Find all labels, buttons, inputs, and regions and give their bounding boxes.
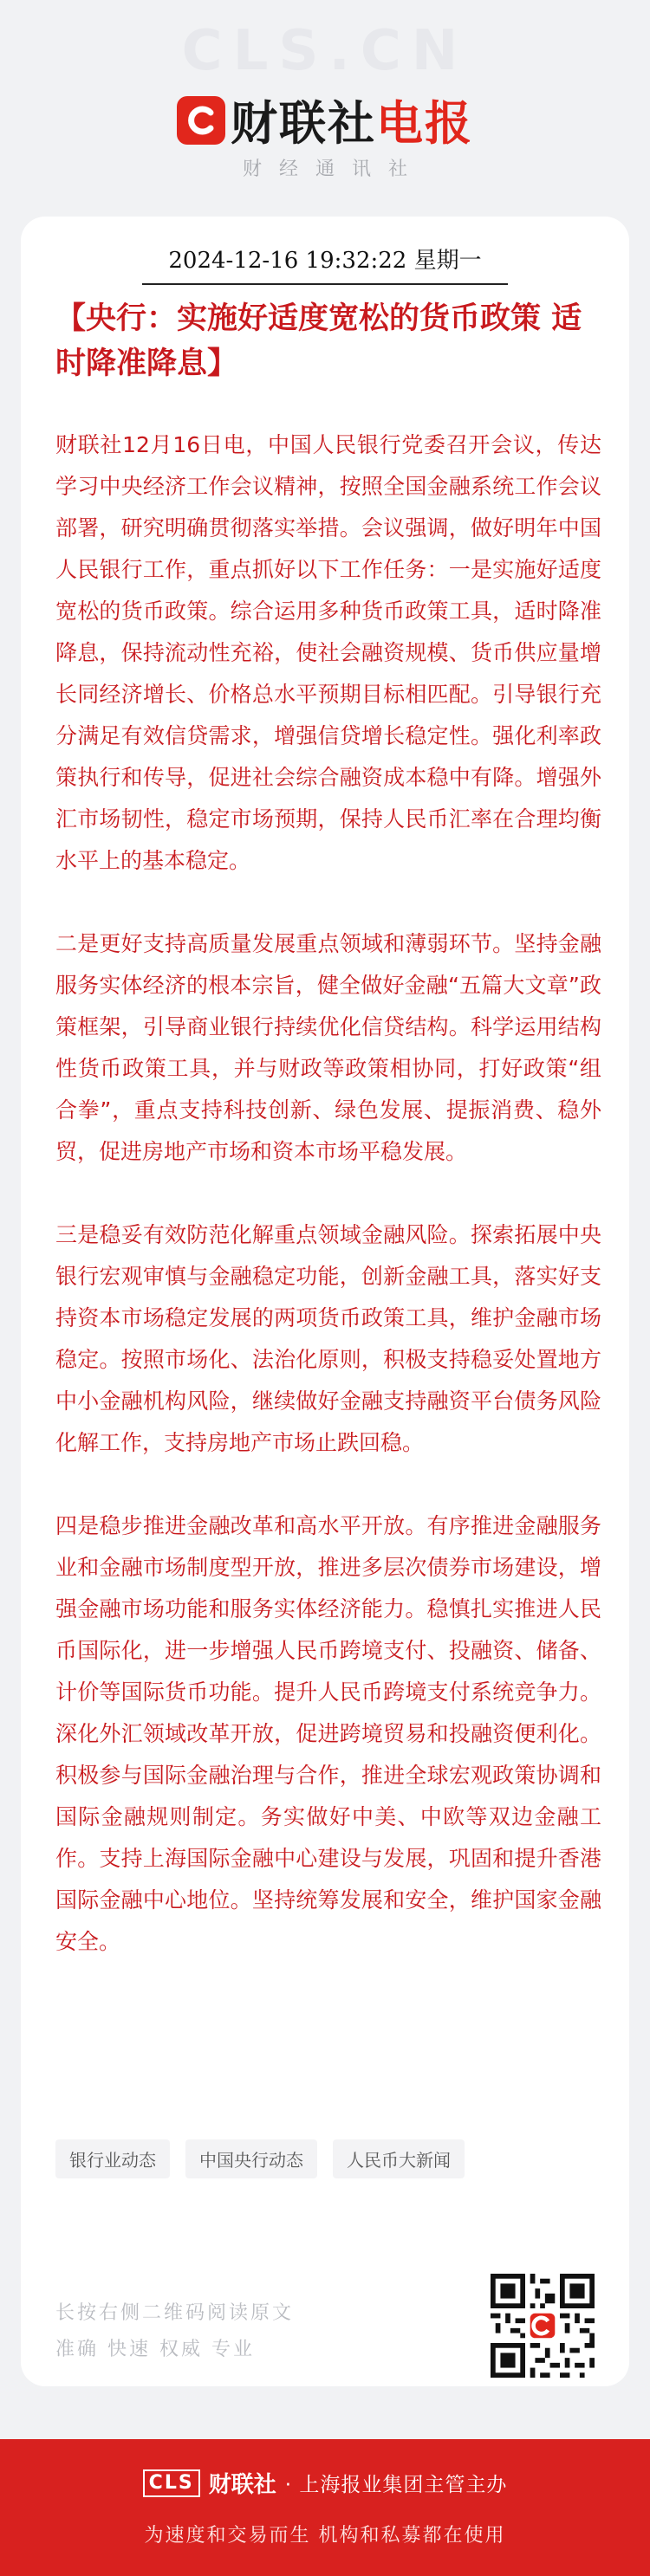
- article-paragraph: 财联社12月16日电，中国人民银行党委召开会议，传达学习中央经济工作会议精神，按照全国金融系统工作会议部署，研究明确贯彻落实举措。会议强调，做好明年中国人民银行工作，重点抓好以下工作任务：一是实施好适度宽松的货币政策。综合运用多种货币政策工具，适时降准降息，保持流动性充裕，使社会融资规模、货币供应量增长同经济增长、价格总水平预期目标相匹配。引导银行充分满足有效信贷需求，增强信贷增长稳定性。强化利率政策执行和传导，促进社会综合融资成本稳中有降。增强外汇市场韧性，稳定市场预期，保持人民币汇率在合理均衡水平上的基本稳定。: [55, 432, 601, 873]
- article-paragraph: 二是更好支持高质量发展重点领域和薄弱环节。坚持金融服务实体经济的根本宗旨，健全做好金融“五篇大文章”政策框架，引导商业银行持续优化信贷结构。科学运用结构性货币政策工具，并与财政等政策相协同，打好政策“组合拳”，重点支持科技创新、绿色发展、提振消费、稳外贸，促进房地产市场和资本市场平稳发展。: [55, 931, 601, 1164]
- logo-c-icon: [177, 96, 225, 145]
- tag-rmb[interactable]: 人民币大新闻: [333, 2139, 465, 2178]
- article-paragraph: 四是稳步推进金融改革和高水平开放。有序推进金融服务业和金融市场制度型开放，推进多层次债券市场建设，增强金融市场功能和服务实体经济能力。稳慎扎实推进人民币国际化，进一步增强人民币跨境支付、投融资、储备、计价等国际货币功能。提升人民币跨境支付系统竞争力。深化外汇领域改革开放，促进跨境贸易和投融资便利化。积极参与国际金融治理与合作，推进全球宏观政策协调和国际金融规则制定。务实做好中美、中欧等双边金融工作。支持上海国际金融中心建设与发展，巩固和提升香港国际金融中心地位。坚持统筹发展和安全，维护国家金融安全。: [55, 1513, 601, 1954]
- qr-prompt-line1: 长按右侧二维码阅读原文: [55, 2302, 295, 2324]
- article-body: [55, 424, 601, 2004]
- article-paragraph: 三是稳妥有效防范化解重点领域金融风险。探索拓展中央银行宏观审慎与金融稳定功能，创新金融工具，落实好支持资本市场稳定发展的两项货币政策工具，维护金融市场稳定。按照市场化、法治化原则，积极支持稳妥处置地方中小金融机构风险，继续做好金融支持融资平台债务风险化解工作，支持房地产市场止跌回稳。: [55, 1222, 601, 1455]
- footer-publisher: · 上海报业集团主管主办: [284, 2474, 508, 2496]
- tag-pboc[interactable]: 中国央行动态: [185, 2139, 317, 2178]
- footer-band: [0, 2439, 650, 2576]
- watermark-text: CLS.CN: [181, 19, 469, 83]
- article-datetime: 2024-12-16 19:32:22 星期一: [142, 243, 507, 285]
- footer-slogan: 为速度和交易而生 机构和私募都在使用: [144, 2525, 506, 2547]
- cls-logo: CLS: [143, 2469, 200, 2497]
- brand-tagline: 财经通讯社: [242, 159, 425, 180]
- article-card: [21, 217, 629, 2386]
- tag-list: [55, 2139, 465, 2178]
- qr-prompt-line2: 准确 快速 权威 专业: [55, 2339, 255, 2360]
- article-title: 【央行：实施好适度宽松的货币政策 适时降准降息】: [55, 301, 582, 381]
- qr-code-icon[interactable]: [491, 2274, 595, 2378]
- brand-highlight: 电报: [376, 96, 473, 151]
- brand-name: 财联社: [231, 96, 376, 151]
- brand-logo: [0, 87, 650, 153]
- footer-brand: 财联社: [208, 2472, 276, 2498]
- header: [0, 0, 650, 217]
- qr-prompt: [55, 2295, 294, 2368]
- tag-banking[interactable]: 银行业动态: [55, 2139, 170, 2178]
